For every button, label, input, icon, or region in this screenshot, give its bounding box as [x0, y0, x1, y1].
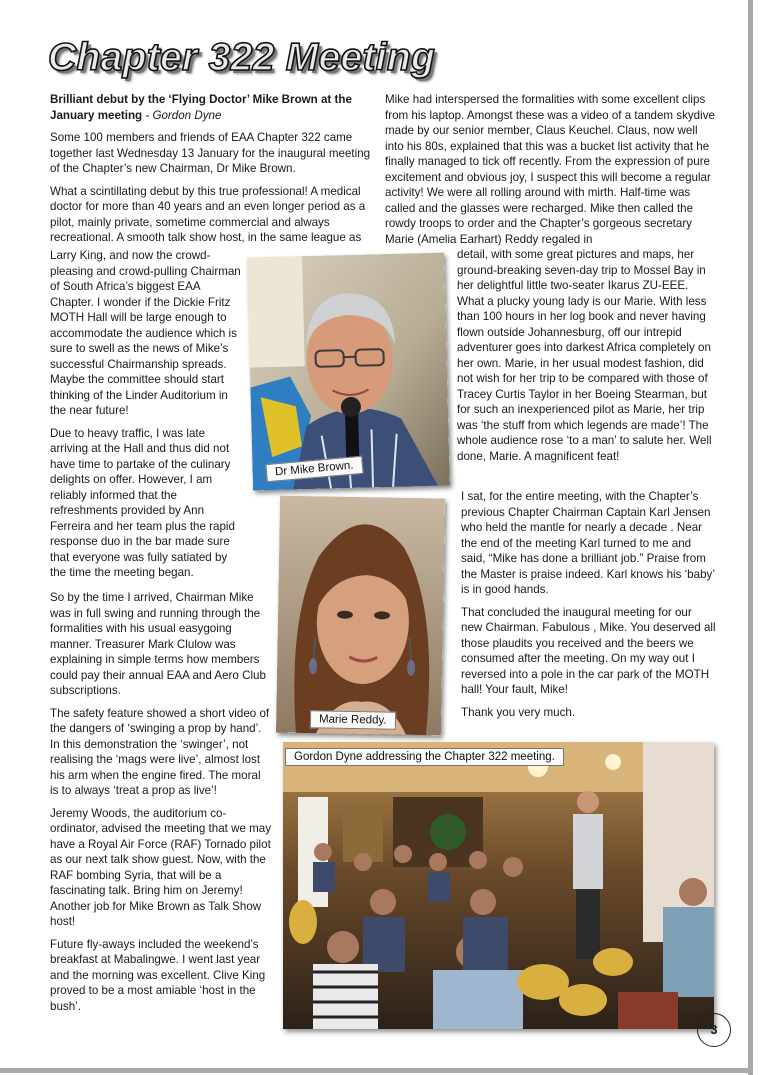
mike-brown-image: [247, 252, 450, 490]
left-column-narrow: [50, 248, 244, 588]
paragraph: Jeremy Woods, the auditorium co-ordinator, advised the meeting that we may have a Royal Air Force (RAF) Tornado pilot as our next talk show guest. Now, with the RAF bombing Syria, that will be a fascinating talk. Bring him on Jeremy! Another job for Mike Brown as Talk Show host!: [50, 806, 272, 928]
paragraph: I sat, for the entire meeting, with the Chapter’s previous Chapter Chairman Captain Karl Jensen who held the mantle for nearly a decade . Near the end of the meeting Karl turned to me and said, “Mike has done a brilliant job.” Praise from the Master is praise indeed. Karl knows his ‘baby’ is in good hands.: [461, 490, 715, 596]
right-column-lower: [461, 489, 716, 727]
left-column-mid: [50, 590, 272, 1021]
photo-mike-brown: [247, 252, 450, 490]
caption-marie-reddy: Marie Reddy.: [310, 710, 396, 729]
lead-byline: - Gordon Dyne: [142, 108, 222, 122]
paragraph: Mike had interspersed the formalities with some excellent clips from his laptop. Amongst these was a video of a tandem skydive made by our senior member, Claus Keuchel. Claus, now well into his 80s, explained that this was a bucket list activity that he finally managed to tick off recently. From the expression of pure excitement and obvious joy, I suspect this will become a regular activity! We were all rolling around with mirth. Half-time was called and the glasses were recharged. Mike then called the rowdy troops to order and the Chapter’s gorgeous secretary Marie (Amelia Earhart) Reddy regaled in: [385, 93, 715, 246]
photo-marie-reddy: [276, 496, 445, 736]
paragraph: The safety feature showed a short video of the dangers of ‘swinging a prop by hand’. In this demonstration the ‘swinger’, not realising the ‘mags were live’, almost lost his arm when the engine fired. The moral is to always ‘treat a prop as live’!: [50, 706, 270, 797]
meeting-image: [283, 742, 714, 1029]
paragraph: Larry King, and now the crowd-pleasing and crowd-pulling Chairman of South Africa’s biggest EAA Chapter. I wonder if the Dickie Fritz MOTH Hall will be large enough to accommodate the audience which is sure to swell as the news of Mike’s successful Chairmanship spreads. Maybe the committee should start thinking of the Linder Auditorium in the near future!: [50, 249, 241, 417]
page-title: Chapter 322 Meeting: [48, 36, 436, 79]
article-lead: [50, 92, 372, 123]
right-column-narrow: [457, 247, 717, 471]
left-column-top: [50, 92, 372, 246]
marie-reddy-image: [276, 496, 445, 736]
paragraph: Some 100 members and friends of EAA Chapter 322 came together last Wednesday 13 January for the inaugural meeting of the Chapter’s new Chairman, Dr Mike Brown.: [50, 131, 371, 175]
page-number: 3: [697, 1013, 731, 1047]
paragraph: detail, with some great pictures and maps, her ground-breaking seven-day trip to Mossel Bay in her delightful little two-seater Ikarus ZU-EEE. What a plucky young lady is our Marie. With less than 100 hours in her log book and never having flown outside Johannesburg, off our intrepid adventurer goes into darkest Africa completely on her own. Marie, in her usual modest fashion, did not wish for her trip to be compared with those of Tracey Curtis Taylor in her Boeing Stearman, but for such an inexperienced pilot as Marie, her trip was ‘the stuff from which legends are made’! The whole audience rose ‘to a man’ to salute her. Well done, Marie. A magnificent feat!: [457, 248, 712, 463]
page-border-right: [748, 0, 753, 1075]
paragraph: Future fly-aways included the weekend’s breakfast at Mabalingwe. I went last year and the morning was excellent. Clive King proved to be a most amiable ‘host in the bush’.: [50, 937, 266, 1013]
caption-mike-brown: Dr Mike Brown.: [265, 456, 363, 482]
paragraph: Thank you very much.: [461, 705, 576, 719]
lead-headline: Brilliant debut by the ‘Flying Doctor’ Mike Brown at the January meeting: [50, 93, 352, 122]
paragraph: Due to heavy traffic, I was late arriving at the Hall and thus did not have time to partake of the culinary delights on offer. However, I am reliably informed that the refreshments provided by Ann Ferreira and her team plus the rapid response duo in the bar made sure that everyone was fully satiated by the time the meeting began.: [50, 426, 235, 579]
page-border-bottom: [0, 1068, 753, 1073]
photo-meeting: [283, 742, 714, 1029]
caption-meeting: Gordon Dyne addressing the Chapter 322 meeting.: [285, 748, 564, 766]
paragraph: That concluded the inaugural meeting for our new Chairman. Fabulous , Mike. You deserved all those plaudits you received and the beers we consumed after the meeting. On my way out I reversed into a pole in the car park of the MOTH hall! Your fault, Mike!: [461, 605, 716, 696]
paragraph: What a scintillating debut by this true professional! A medical doctor for more than 40 years and an even longer period as a pilot, mainly private, sometime commercial and always recreational. A smooth talk show host, in the same league as: [50, 184, 366, 244]
paragraph: So by the time I arrived, Chairman Mike was in full swing and running through the formalities with his usual easygoing manner. Treasurer Mark Clulow was explaining in simple terms how members could pay their annual EAA and Aero Club subscriptions.: [50, 591, 266, 697]
right-column-top: [385, 92, 715, 247]
